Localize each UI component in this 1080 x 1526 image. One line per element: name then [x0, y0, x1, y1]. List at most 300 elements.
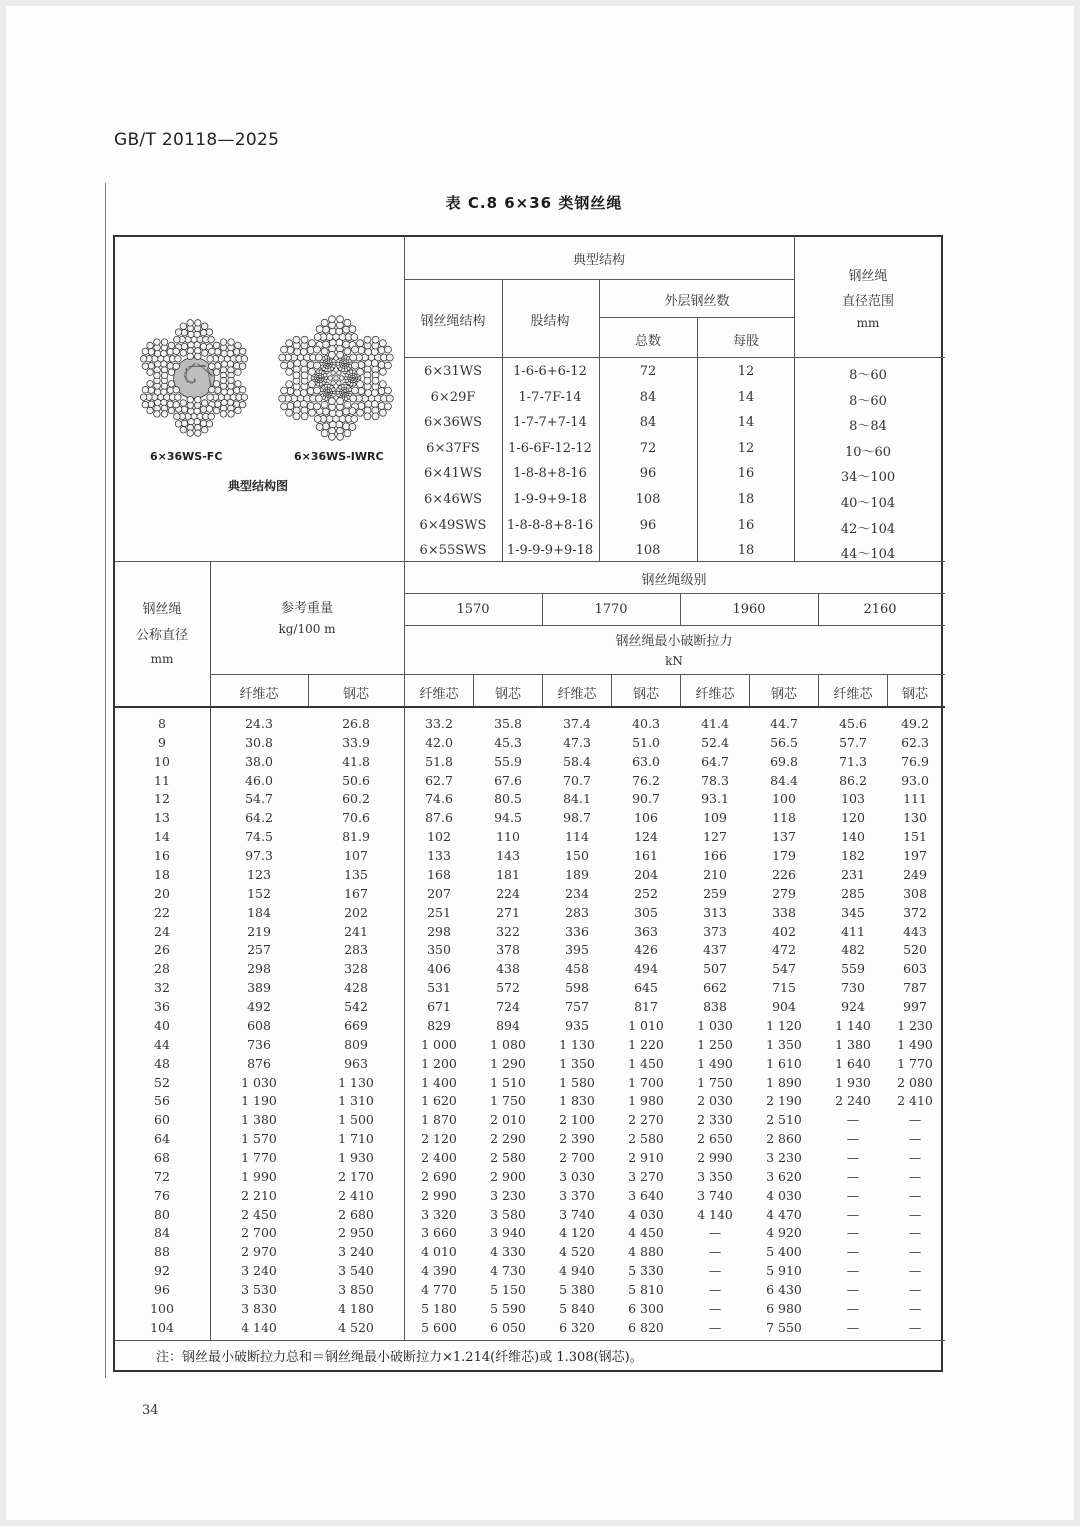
table-cell: 757 [565, 999, 589, 1015]
table-cell: 603 [903, 961, 927, 977]
table-cell: 1 310 [338, 1093, 374, 1109]
table-cell: 36 [154, 999, 170, 1015]
table-cell: — [708, 1282, 722, 1298]
table-cell: 308 [903, 885, 927, 901]
table-cell: 150 [565, 848, 589, 864]
table-cell: 378 [496, 942, 520, 958]
table-cell: 45.3 [494, 734, 522, 750]
table-cell: 1 710 [338, 1131, 374, 1147]
table-row [113, 752, 943, 771]
table-cell: 52 [154, 1074, 170, 1090]
table-cell: 18 [154, 866, 170, 882]
structure-group-header: 典型结构 [572, 253, 626, 268]
table-cell: 143 [496, 848, 520, 864]
table-cell: 179 [772, 848, 796, 864]
table-title: 表 C.8 6×36 类钢丝绳 [445, 194, 623, 212]
table-cell: 4 520 [559, 1244, 595, 1260]
grid-line [887, 674, 888, 706]
table-cell: 2 970 [241, 1244, 277, 1260]
weight-unit: kg/100 m [278, 622, 336, 636]
table-row [113, 1167, 943, 1186]
table-cell: 1 640 [835, 1055, 871, 1071]
table-row [113, 978, 943, 997]
table-cell: 271 [496, 904, 520, 920]
table-row [113, 1261, 943, 1280]
table-cell: 8 [158, 716, 166, 731]
fiber-core-1960-header: 纤维芯 [695, 687, 735, 702]
table-cell: 876 [247, 1055, 271, 1071]
table-cell: 1 770 [897, 1055, 933, 1071]
table-cell: 2 240 [835, 1093, 871, 1109]
table-cell: — [908, 1112, 922, 1128]
table-cell: 184 [247, 904, 271, 920]
table-cell: 838 [703, 999, 727, 1015]
table-cell: — [846, 1168, 860, 1184]
table-cell: 4 030 [628, 1206, 664, 1222]
table-cell: 935 [565, 1017, 589, 1033]
table-cell: — [908, 1244, 922, 1260]
grid-line [210, 561, 211, 706]
table-cell: — [908, 1225, 922, 1241]
table-cell: 3 540 [338, 1263, 374, 1279]
table-cell: 3 830 [241, 1300, 277, 1316]
table-cell: 4 880 [628, 1244, 664, 1260]
table-cell: 5 400 [766, 1244, 802, 1260]
table-row [113, 1299, 943, 1318]
grid-line [611, 674, 612, 706]
table-cell: 1 580 [559, 1074, 595, 1090]
table-cell: — [908, 1319, 922, 1335]
table-cell: 1 490 [697, 1055, 733, 1071]
table-cell: 715 [772, 980, 796, 996]
table-cell: 42.0 [425, 734, 453, 750]
table-cell: 4 120 [559, 1225, 595, 1241]
table-cell: 7 550 [766, 1319, 802, 1335]
table-cell: 93.0 [901, 772, 929, 788]
table-row [113, 997, 943, 1016]
table-cell: 305 [634, 904, 658, 920]
strand-structure-header: 股结构 [530, 314, 570, 329]
table-cell: 40.3 [632, 716, 660, 731]
table-cell: 279 [772, 885, 796, 901]
table-cell: 3 230 [766, 1150, 802, 1165]
table-cell: 3 940 [490, 1225, 526, 1241]
table-cell: — [846, 1282, 860, 1298]
table-cell: 24.3 [245, 716, 273, 731]
grade-1770: 1770 [594, 602, 628, 617]
table-cell: 492 [247, 999, 271, 1015]
table-cell: 3 030 [559, 1168, 595, 1184]
table-cell: 1 770 [241, 1150, 277, 1165]
diagram-caption: 典型结构图 [228, 479, 289, 493]
table-cell: 14 [154, 829, 170, 845]
table-cell: 458 [565, 961, 589, 977]
table-cell: 1 750 [697, 1074, 733, 1090]
table-cell: 9 [158, 734, 166, 750]
table-cell: 4 330 [490, 1244, 526, 1260]
table-cell: 259 [703, 885, 727, 901]
table-cell: 72 [154, 1168, 170, 1184]
diagram-label-iwrc: 6×36WS-IWRC [294, 450, 384, 463]
grid-line [114, 706, 945, 708]
table-cell: 140 [841, 829, 865, 845]
table-cell: 4 920 [766, 1225, 802, 1241]
table-cell: 100 [772, 791, 796, 807]
table-row [113, 1186, 943, 1205]
table-cell: 345 [841, 904, 865, 920]
table-cell: 2 700 [241, 1225, 277, 1241]
table-cell: 285 [841, 885, 865, 901]
table-cell: 472 [772, 942, 796, 958]
grid-line [114, 1340, 945, 1341]
diameter-range-unit: mm [856, 316, 880, 330]
table-cell: 60.2 [342, 791, 370, 807]
table-cell: 241 [344, 923, 368, 939]
standard-code: GB/T 20118—2025 [114, 130, 280, 150]
table-cell: 2 900 [490, 1168, 526, 1184]
table-cell: — [708, 1263, 722, 1279]
table-cell: 5 840 [559, 1300, 595, 1316]
table-cell: — [908, 1187, 922, 1203]
table-cell: 5 380 [559, 1282, 595, 1298]
table-cell: 1 510 [490, 1074, 526, 1090]
table-cell: 30.8 [245, 734, 273, 750]
table-cell: 6 980 [766, 1300, 802, 1316]
table-cell: 5 180 [421, 1300, 457, 1316]
table-cell: 5 810 [628, 1282, 664, 1298]
table-cell: 78.3 [701, 772, 729, 788]
table-cell: 47.3 [563, 734, 591, 750]
fiber-core-1570-header: 纤维芯 [419, 687, 459, 702]
table-cell: 92 [154, 1263, 170, 1279]
table-cell: 84.4 [770, 772, 798, 788]
grid-line [818, 674, 819, 706]
table-cell: 13 [154, 810, 170, 826]
table-cell: 2 400 [421, 1150, 457, 1165]
table-row [113, 846, 943, 865]
table-cell: 313 [703, 904, 727, 920]
table-cell: 4 940 [559, 1263, 595, 1279]
table-cell: 81.9 [342, 829, 370, 845]
table-cell: 60 [154, 1112, 170, 1128]
table-cell: 202 [344, 904, 368, 920]
table-cell: 4 140 [241, 1319, 277, 1335]
table-cell: 76 [154, 1187, 170, 1203]
table-row [113, 922, 943, 941]
table-cell: 219 [247, 923, 271, 939]
table-cell: — [846, 1225, 860, 1241]
table-cell: 104 [150, 1319, 174, 1335]
table-cell: 2 680 [338, 1206, 374, 1222]
table-cell: 4 180 [338, 1300, 374, 1316]
diagram-label-fc: 6×36WS-FC [150, 450, 223, 463]
table-cell: — [908, 1131, 922, 1147]
table-cell: 328 [344, 961, 368, 977]
diameter-range-header: 钢丝绳 [848, 269, 888, 284]
table-cell: 411 [841, 923, 865, 939]
table-cell: 3 660 [421, 1225, 457, 1241]
table-cell: 3 620 [766, 1168, 802, 1184]
table-cell: 1 450 [628, 1055, 664, 1071]
table-cell: 84 [154, 1225, 170, 1241]
page-number: 34 [142, 1403, 159, 1418]
table-cell: 207 [427, 885, 451, 901]
table-cell: 1 930 [835, 1074, 871, 1090]
table-cell: 2 170 [338, 1168, 374, 1184]
table-cell: 4 520 [338, 1319, 374, 1335]
structure-row: 6×55SWS 1-9-9-9+9-18 108 18 44～104 [419, 543, 896, 563]
table-cell: 298 [427, 923, 451, 939]
table-cell: 2 650 [697, 1131, 733, 1147]
table-cell: 997 [903, 999, 927, 1015]
table-cell: 336 [565, 923, 589, 939]
table-cell: 64.2 [245, 810, 273, 826]
table-cell: 1 500 [338, 1112, 374, 1128]
binding-margin-line [105, 183, 106, 1378]
table-cell: 86.2 [839, 772, 867, 788]
table-row [113, 1091, 943, 1110]
table-cell: 137 [772, 829, 796, 845]
table-cell: 494 [634, 961, 658, 977]
structure-row: 6×36WS 1-7-7+7-14 84 14 8～84 [424, 415, 887, 435]
table-cell: 45.6 [839, 716, 867, 731]
table-cell: 395 [565, 942, 589, 958]
table-cell: 70.6 [342, 810, 370, 826]
grid-line [404, 593, 945, 594]
table-cell: 389 [247, 980, 271, 996]
table-cell: 559 [841, 961, 865, 977]
wire-rope-cross-section-iwrc-icon [270, 314, 402, 442]
table-cell: 1 380 [241, 1112, 277, 1128]
table-cell: 90.7 [632, 791, 660, 807]
table-cell: 1 010 [628, 1017, 664, 1033]
table-cell: 2 510 [766, 1112, 802, 1128]
table-cell: 1 750 [490, 1093, 526, 1109]
table-cell: 1 120 [766, 1017, 802, 1033]
table-cell: — [908, 1282, 922, 1298]
table-cell: 894 [496, 1017, 520, 1033]
table-cell: 94.5 [494, 810, 522, 826]
table-cell: 41.4 [701, 716, 729, 731]
table-cell: 204 [634, 866, 658, 882]
table-cell: 33.2 [425, 716, 453, 731]
table-cell: 3 240 [241, 1263, 277, 1279]
table-cell: 107 [344, 848, 368, 864]
table-cell: 97.3 [245, 848, 273, 864]
table-cell: 10 [154, 753, 170, 769]
table-cell: 402 [772, 923, 796, 939]
table-cell: 2 910 [628, 1150, 664, 1165]
table-cell: 542 [344, 999, 368, 1015]
table-cell: 547 [772, 961, 796, 977]
table-cell: 110 [496, 829, 520, 845]
table-cell: 4 470 [766, 1206, 802, 1222]
table-cell: 167 [344, 885, 368, 901]
table-cell: 5 590 [490, 1300, 526, 1316]
table-row [113, 789, 943, 808]
table-cell: — [908, 1168, 922, 1184]
grid-line [404, 561, 405, 706]
grade-1960: 1960 [732, 602, 766, 617]
table-cell: 210 [703, 866, 727, 882]
table-cell: 133 [427, 848, 451, 864]
table-cell: 507 [703, 961, 727, 977]
table-cell: 4 730 [490, 1263, 526, 1279]
table-cell: 2 700 [559, 1150, 595, 1165]
table-cell: 1 830 [559, 1093, 595, 1109]
grid-line [680, 674, 681, 706]
table-cell: 64.7 [701, 753, 729, 769]
table-cell: 406 [427, 961, 451, 977]
table-cell: — [846, 1112, 860, 1128]
table-row [113, 865, 943, 884]
table-row [113, 1242, 943, 1261]
table-cell: 1 290 [490, 1055, 526, 1071]
table-cell: 363 [634, 923, 658, 939]
table-cell: 6 300 [628, 1300, 664, 1316]
table-row [113, 1205, 943, 1224]
table-cell: 251 [427, 904, 451, 920]
table-cell: 226 [772, 866, 796, 882]
table-cell: 84.1 [563, 791, 591, 807]
table-cell: 40 [154, 1017, 170, 1033]
table-cell: 24 [154, 923, 170, 939]
table-row [113, 771, 943, 790]
table-cell: 1 890 [766, 1074, 802, 1090]
table-cell: 28 [154, 961, 170, 977]
structure-row: 6×41WS 1-8-8+8-16 96 16 34～100 [424, 466, 896, 486]
table-cell: 181 [496, 866, 520, 882]
outer-wires-header: 外层钢丝数 [664, 294, 730, 309]
table-cell: 93.1 [701, 791, 729, 807]
table-cell: 58.4 [563, 753, 591, 769]
table-cell: 1 930 [338, 1150, 374, 1165]
table-cell: 68 [154, 1150, 170, 1165]
table-cell: 372 [903, 904, 927, 920]
diameter-unit: mm [150, 652, 174, 666]
table-cell: 3 350 [697, 1168, 733, 1184]
table-cell: 645 [634, 980, 658, 996]
steel-core-1570-header: 钢芯 [494, 687, 522, 702]
table-cell: 96 [154, 1282, 170, 1298]
table-cell: 4 030 [766, 1187, 802, 1203]
table-cell: 166 [703, 848, 727, 864]
table-row [113, 959, 943, 978]
table-cell: 22 [154, 904, 170, 920]
table-cell: 3 230 [490, 1187, 526, 1203]
table-cell: — [908, 1206, 922, 1222]
table-cell: 6 050 [490, 1319, 526, 1335]
table-cell: 70.7 [563, 772, 591, 788]
table-cell: 1 350 [559, 1055, 595, 1071]
table-row [113, 1318, 943, 1337]
weight-header: 参考重量 [280, 601, 334, 616]
table-row [113, 1016, 943, 1035]
table-cell: — [846, 1300, 860, 1316]
table-row [113, 1129, 943, 1148]
table-cell: 44.7 [770, 716, 798, 731]
table-cell: 1 870 [421, 1112, 457, 1128]
table-cell: 3 370 [559, 1187, 595, 1203]
table-cell: 443 [903, 923, 927, 939]
table-cell: 1 990 [241, 1168, 277, 1184]
table-cell: 12 [154, 791, 170, 807]
table-cell: — [708, 1300, 722, 1316]
table-cell: 57.7 [839, 734, 867, 750]
grade-header: 钢丝绳级别 [641, 573, 707, 588]
table-cell: 130 [903, 810, 927, 826]
table-cell: 16 [154, 848, 170, 864]
table-cell: 1 130 [559, 1036, 595, 1052]
table-cell: 98.7 [563, 810, 591, 826]
table-cell: 1 250 [697, 1036, 733, 1052]
table-cell: 56 [154, 1093, 170, 1109]
table-cell: 103 [841, 791, 865, 807]
table-row [113, 1110, 943, 1129]
table-cell: 2 580 [628, 1131, 664, 1147]
grid-line [210, 674, 945, 675]
force-header: 钢丝绳最小破断拉力 [615, 634, 733, 649]
structure-row: 6×46WS 1-9-9+9-18 108 18 40～104 [424, 492, 896, 511]
table-cell: 62.7 [425, 772, 453, 788]
grid-line [473, 674, 474, 706]
table-cell: 109 [703, 810, 727, 826]
table-cell: 87.6 [425, 810, 453, 826]
table-row [113, 1280, 943, 1299]
table-cell: — [846, 1206, 860, 1222]
diameter-header: 钢丝绳 [142, 602, 182, 617]
table-cell: 3 740 [697, 1187, 733, 1203]
fiber-core-2160-header: 纤维芯 [833, 687, 873, 702]
table-cell: 3 320 [421, 1206, 457, 1222]
table-cell: 76.2 [632, 772, 660, 788]
table-cell: 1 220 [628, 1036, 664, 1052]
table-cell: 26.8 [342, 716, 370, 731]
table-cell: 3 850 [338, 1282, 374, 1298]
table-cell: 1 620 [421, 1093, 457, 1109]
table-cell: 50.6 [342, 772, 370, 788]
total-header: 总数 [634, 334, 662, 349]
table-row [113, 733, 943, 752]
table-cell: 2 270 [628, 1112, 664, 1128]
table-cell: — [846, 1131, 860, 1147]
table-cell: 1 190 [241, 1093, 277, 1109]
table-cell: 809 [344, 1036, 368, 1052]
table-cell: — [846, 1244, 860, 1260]
table-cell: 1 000 [421, 1036, 457, 1052]
table-cell: 6 430 [766, 1282, 802, 1298]
table-cell: — [908, 1263, 922, 1279]
table-cell: 1 140 [835, 1017, 871, 1033]
table-cell: 2 210 [241, 1187, 277, 1203]
steel-core-2160-header: 钢芯 [901, 687, 929, 702]
steel-core-1770-header: 钢芯 [632, 687, 660, 702]
table-cell: 2 990 [421, 1187, 457, 1203]
table-cell: 197 [903, 848, 927, 864]
table-cell: 56.5 [770, 734, 798, 750]
table-cell: 736 [247, 1036, 271, 1052]
table-cell: 608 [247, 1017, 271, 1033]
table-cell: 67.6 [494, 772, 522, 788]
table-cell: 4 010 [421, 1244, 457, 1260]
table-cell: 63.0 [632, 753, 660, 769]
table-cell: 283 [344, 942, 368, 958]
table-cell: 32 [154, 980, 170, 996]
table-cell: 1 570 [241, 1131, 277, 1147]
table-cell: 252 [634, 885, 658, 901]
table-row [113, 940, 943, 959]
grid-line [404, 357, 945, 358]
